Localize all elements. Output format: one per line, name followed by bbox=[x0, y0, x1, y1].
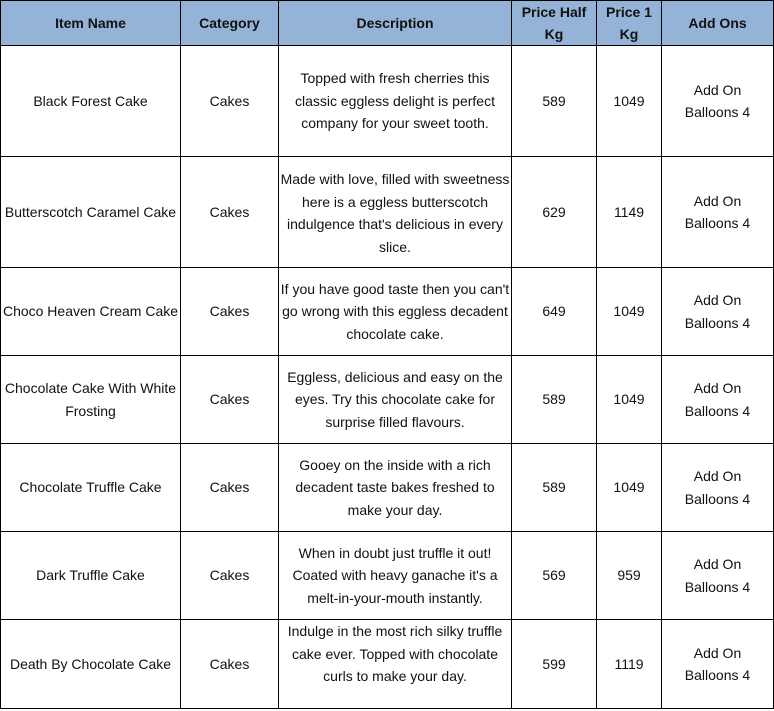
addon-line2: Balloons 4 bbox=[684, 215, 751, 231]
description-text: If you have good taste then you can't go wrong with this eggless decadent chocolate cake. bbox=[280, 280, 510, 342]
table-row bbox=[1, 532, 774, 620]
cell-category[interactable]: Cakes bbox=[181, 157, 279, 268]
cell-add-ons[interactable] bbox=[662, 46, 774, 157]
cell-item-name[interactable]: Chocolate Cake With White Frosting bbox=[1, 356, 181, 444]
addon-line1: Add On bbox=[693, 556, 742, 572]
description-text: Eggless, delicious and easy on the eyes. Try this chocolate cake for surprise filled flavours. bbox=[287, 368, 503, 430]
cell-description[interactable] bbox=[279, 46, 512, 157]
cell-category[interactable]: Cakes bbox=[181, 532, 279, 620]
cell-price-half[interactable]: 649 bbox=[512, 268, 597, 356]
cell-add-ons[interactable] bbox=[662, 356, 774, 444]
description-text: Gooey on the inside with a rich decadent taste bakes freshed to make your day. bbox=[295, 456, 495, 518]
header-price-1-line2: Kg bbox=[619, 26, 639, 42]
addon-line2: Balloons 4 bbox=[684, 490, 751, 507]
header-price-half-line2: Kg bbox=[544, 26, 564, 42]
cell-category[interactable]: Cakes bbox=[181, 444, 279, 532]
cell-price-half[interactable]: 589 bbox=[512, 46, 597, 157]
cell-item-name[interactable]: Choco Heaven Cream Cake bbox=[1, 268, 181, 356]
description-text: Indulge in the most rich silky truffle cake ever. Topped with chocolate curls to make your day. bbox=[287, 623, 503, 684]
cell-price-1[interactable]: 1049 bbox=[597, 46, 662, 157]
header-description[interactable]: Description bbox=[279, 1, 512, 46]
cell-item-name[interactable]: Dark Truffle Cake bbox=[1, 532, 181, 620]
cell-add-ons[interactable] bbox=[662, 268, 774, 356]
cell-description[interactable] bbox=[279, 444, 512, 532]
cell-item-name[interactable]: Death By Chocolate Cake bbox=[1, 620, 181, 709]
addon-line1: Add On bbox=[693, 380, 742, 396]
description-text: When in doubt just truffle it out! Coated with heavy ganache it's a melt-in-your-mouth instantly. bbox=[292, 544, 498, 606]
addon-line1: Add On bbox=[693, 81, 742, 98]
header-price-1[interactable] bbox=[597, 1, 662, 46]
description-text: Topped with fresh cherries this classic eggless delight is perfect company for your sweet tooth. bbox=[295, 70, 495, 132]
cell-price-half[interactable]: 629 bbox=[512, 157, 597, 268]
cell-description[interactable] bbox=[279, 157, 512, 268]
cell-price-half[interactable]: 589 bbox=[512, 444, 597, 532]
cell-category[interactable]: Cakes bbox=[181, 268, 279, 356]
cell-description[interactable] bbox=[279, 532, 512, 620]
cell-price-1[interactable]: 1049 bbox=[597, 356, 662, 444]
addon-line2: Balloons 4 bbox=[684, 402, 751, 419]
cell-add-ons[interactable] bbox=[662, 532, 774, 620]
addon-line2: Balloons 4 bbox=[684, 314, 751, 331]
cell-price-1[interactable]: 1119 bbox=[597, 620, 662, 709]
cell-price-half[interactable]: 569 bbox=[512, 532, 597, 620]
cell-item-name[interactable]: Chocolate Truffle Cake bbox=[1, 444, 181, 532]
header-price-1-line1: Price 1 bbox=[606, 4, 652, 20]
cell-category[interactable]: Cakes bbox=[181, 46, 279, 157]
addon-line2: Balloons 4 bbox=[684, 667, 751, 683]
description-text: Made with love, filled with sweetness here is a eggless butterscotch indulgence that's delicious in every slice. bbox=[280, 171, 510, 255]
cell-category[interactable]: Cakes bbox=[181, 356, 279, 444]
header-category[interactable]: Category bbox=[181, 1, 279, 46]
table-row bbox=[1, 157, 774, 268]
table-row bbox=[1, 356, 774, 444]
cell-price-1[interactable]: 1049 bbox=[597, 444, 662, 532]
header-item-name[interactable]: Item Name bbox=[1, 1, 181, 46]
table-row bbox=[1, 46, 774, 157]
cell-category[interactable]: Cakes bbox=[181, 620, 279, 709]
cell-description[interactable] bbox=[279, 620, 512, 709]
addon-line2: Balloons 4 bbox=[684, 104, 751, 120]
cell-description[interactable] bbox=[279, 268, 512, 356]
header-row bbox=[1, 1, 774, 46]
addon-line1: Add On bbox=[693, 468, 742, 484]
cell-description[interactable] bbox=[279, 356, 512, 444]
cell-price-half[interactable]: 599 bbox=[512, 620, 597, 709]
addon-line2: Balloons 4 bbox=[684, 578, 751, 595]
addon-line1: Add On bbox=[693, 192, 742, 209]
table-row bbox=[1, 444, 774, 532]
cell-item-name[interactable]: Black Forest Cake bbox=[1, 46, 181, 157]
cell-add-ons[interactable] bbox=[662, 157, 774, 268]
header-price-half[interactable] bbox=[512, 1, 597, 46]
cell-item-name[interactable]: Butterscotch Caramel Cake bbox=[1, 157, 181, 268]
table-row bbox=[1, 620, 774, 709]
addon-line1: Add On bbox=[693, 292, 742, 308]
header-price-half-line1: Price Half bbox=[521, 4, 587, 20]
header-add-ons[interactable]: Add Ons bbox=[662, 1, 774, 46]
table-row bbox=[1, 268, 774, 356]
cell-price-1[interactable]: 959 bbox=[597, 532, 662, 620]
cell-price-1[interactable]: 1049 bbox=[597, 268, 662, 356]
cell-add-ons[interactable] bbox=[662, 620, 774, 709]
cell-price-1[interactable]: 1149 bbox=[597, 157, 662, 268]
cell-add-ons[interactable] bbox=[662, 444, 774, 532]
addon-line1: Add On bbox=[693, 644, 742, 661]
cell-price-half[interactable]: 589 bbox=[512, 356, 597, 444]
